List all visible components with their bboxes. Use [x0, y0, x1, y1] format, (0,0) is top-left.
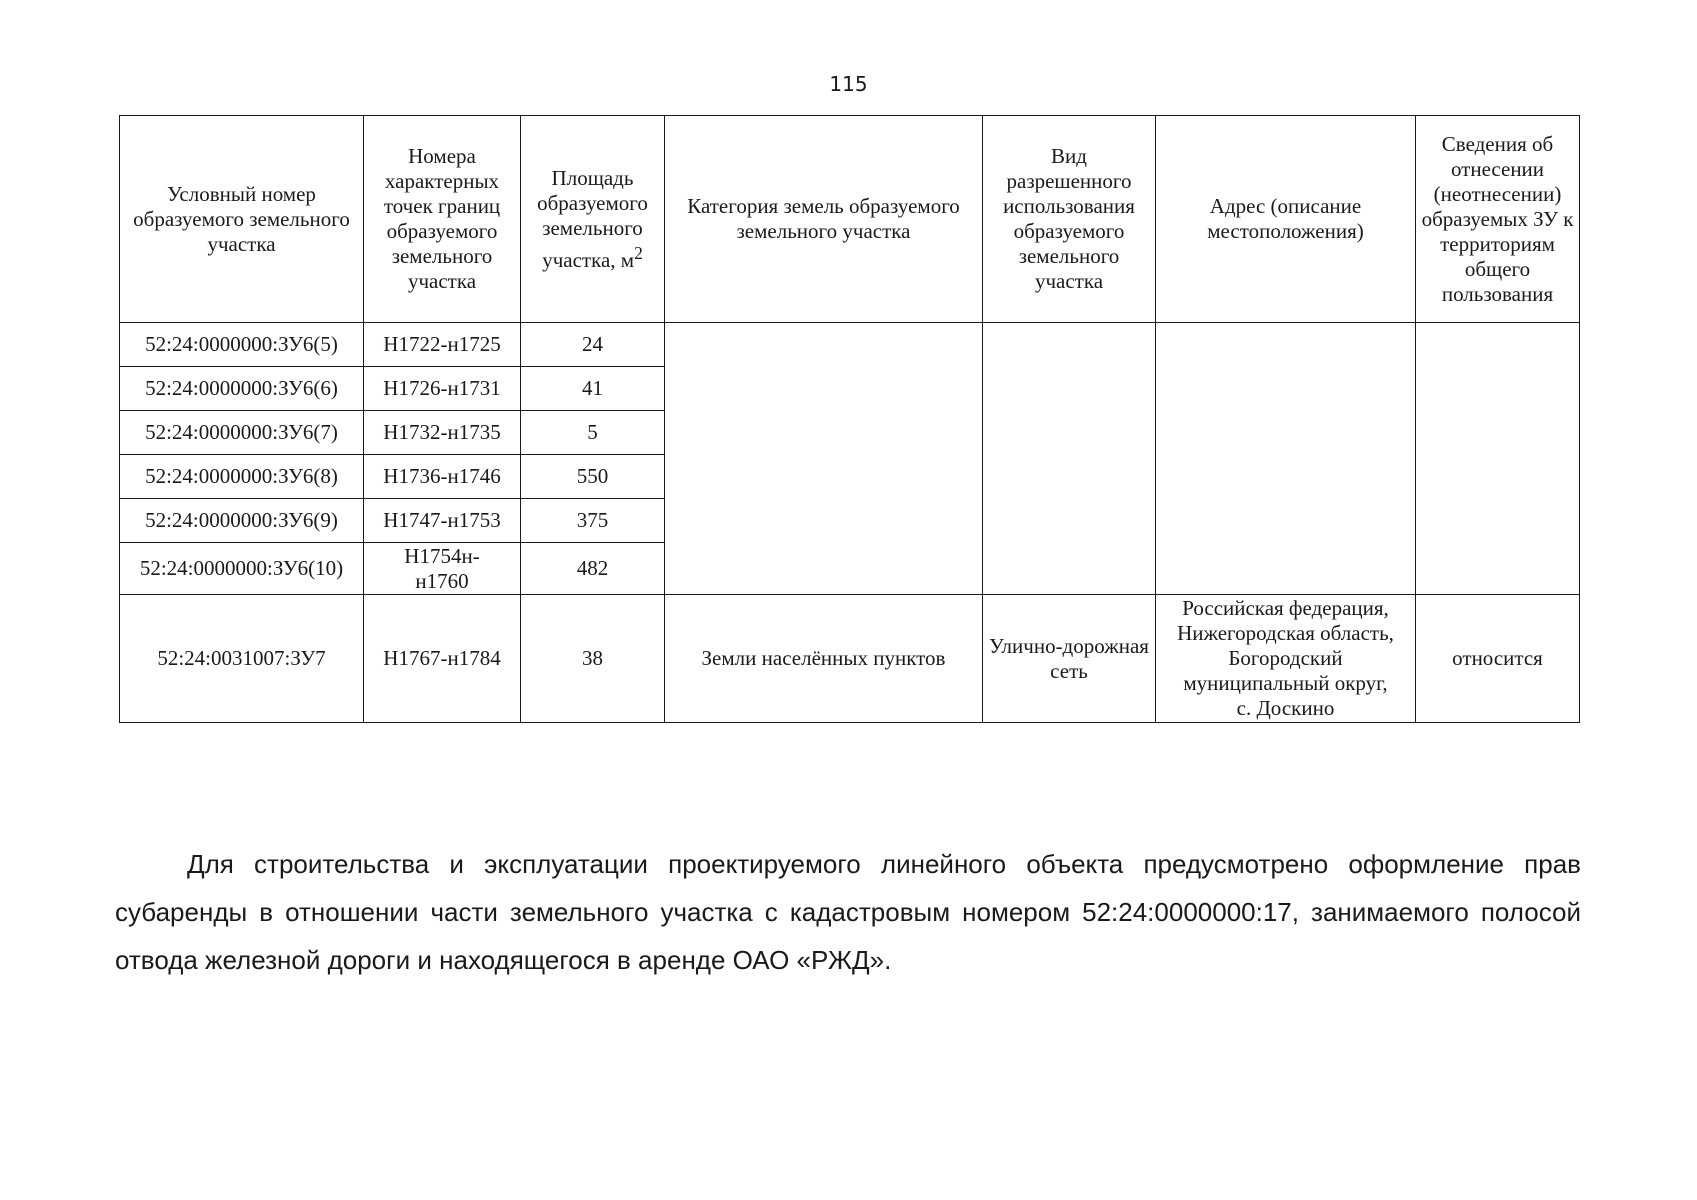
- cell-boundary-points: Н1722-н1725: [364, 323, 521, 367]
- cell-boundary-points: Н1736-н1746: [364, 455, 521, 499]
- cell-plot-number: 52:24:0000000:ЗУ6(5): [120, 323, 364, 367]
- cell-boundary-points: Н1767-н1784: [364, 595, 521, 723]
- cell-area: 5: [521, 411, 665, 455]
- cell-area: 24: [521, 323, 665, 367]
- header-address: Адрес (описание местоположения): [1156, 116, 1416, 323]
- body-paragraph-text: Для строительства и эксплуатации проектируемого линейного объекта предусмотрено оформление прав субаренды в отношении части земельного участка с кадастровым номером 52:24:0000000:17, занимаемого полосой отвода железной дороги и находящегося в аренде ОАО «РЖД».: [115, 849, 1581, 975]
- land-plots-table: [119, 115, 1580, 723]
- cell-public-use: относится: [1416, 595, 1580, 723]
- address-line: с. Доскино: [1236, 696, 1335, 720]
- cell-boundary-points-line2: н1760: [415, 568, 469, 593]
- cell-address: [1156, 595, 1416, 723]
- cell-boundary-points: Н1726-н1731: [364, 367, 521, 411]
- cell-plot-number: 52:24:0000000:ЗУ6(9): [120, 499, 364, 543]
- cell-boundary-points-line1: Н1754н-: [404, 543, 480, 568]
- table-row: [120, 595, 1580, 723]
- cell-boundary-points: Н1732-н1735: [364, 411, 521, 455]
- header-land-category: Категория земель образуемого земельного участка: [665, 116, 983, 323]
- cell-plot-number: 52:24:0000000:ЗУ6(7): [120, 411, 364, 455]
- header-permitted-use: Вид разрешенного использования образуемого земельного участка: [983, 116, 1156, 323]
- cell-area: 41: [521, 367, 665, 411]
- address-line: Российская федерация,: [1182, 596, 1389, 620]
- cell-area: 38: [521, 595, 665, 723]
- page-number: 115: [829, 72, 868, 96]
- cell-plot-number: 52:24:0000000:ЗУ6(10): [120, 543, 364, 595]
- header-area: [521, 116, 665, 323]
- header-area-label: Площадь образуемого земельного участка, м: [537, 165, 648, 272]
- cell-boundary-points: Н1747-н1753: [364, 499, 521, 543]
- cell-plot-number: 52:24:0000000:ЗУ6(6): [120, 367, 364, 411]
- header-plot-number: Условный номер образуемого земельного участка: [120, 116, 364, 323]
- cell-permitted-use: Улично-дорожная сеть: [983, 595, 1156, 723]
- address-line: Нижегородская область,: [1177, 621, 1394, 645]
- table-row: [120, 323, 1580, 367]
- address-line: муниципальный округ,: [1183, 671, 1388, 695]
- cell-plot-number: 52:24:0031007:ЗУ7: [120, 595, 364, 723]
- body-paragraph: [115, 840, 1581, 984]
- header-area-superscript: 2: [634, 242, 643, 263]
- table-header-row: [120, 116, 1580, 323]
- cell-area: 375: [521, 499, 665, 543]
- cell-address-merged: [1156, 323, 1416, 595]
- cell-boundary-points: [364, 543, 521, 595]
- cell-area: 550: [521, 455, 665, 499]
- cell-usage-merged: [983, 323, 1156, 595]
- cell-land-category: Земли населённых пунктов: [665, 595, 983, 723]
- header-boundary-points: Номера характерных точек границ образуемого земельного участка: [364, 116, 521, 323]
- cell-plot-number: 52:24:0000000:ЗУ6(8): [120, 455, 364, 499]
- header-public-use: Сведения об отнесении (неотнесении) образуемых ЗУ к территориям общего пользования: [1416, 116, 1580, 323]
- cell-area: 482: [521, 543, 665, 595]
- cell-public-use-merged: [1416, 323, 1580, 595]
- cell-category-merged: [665, 323, 983, 595]
- address-line: Богородский: [1228, 646, 1343, 670]
